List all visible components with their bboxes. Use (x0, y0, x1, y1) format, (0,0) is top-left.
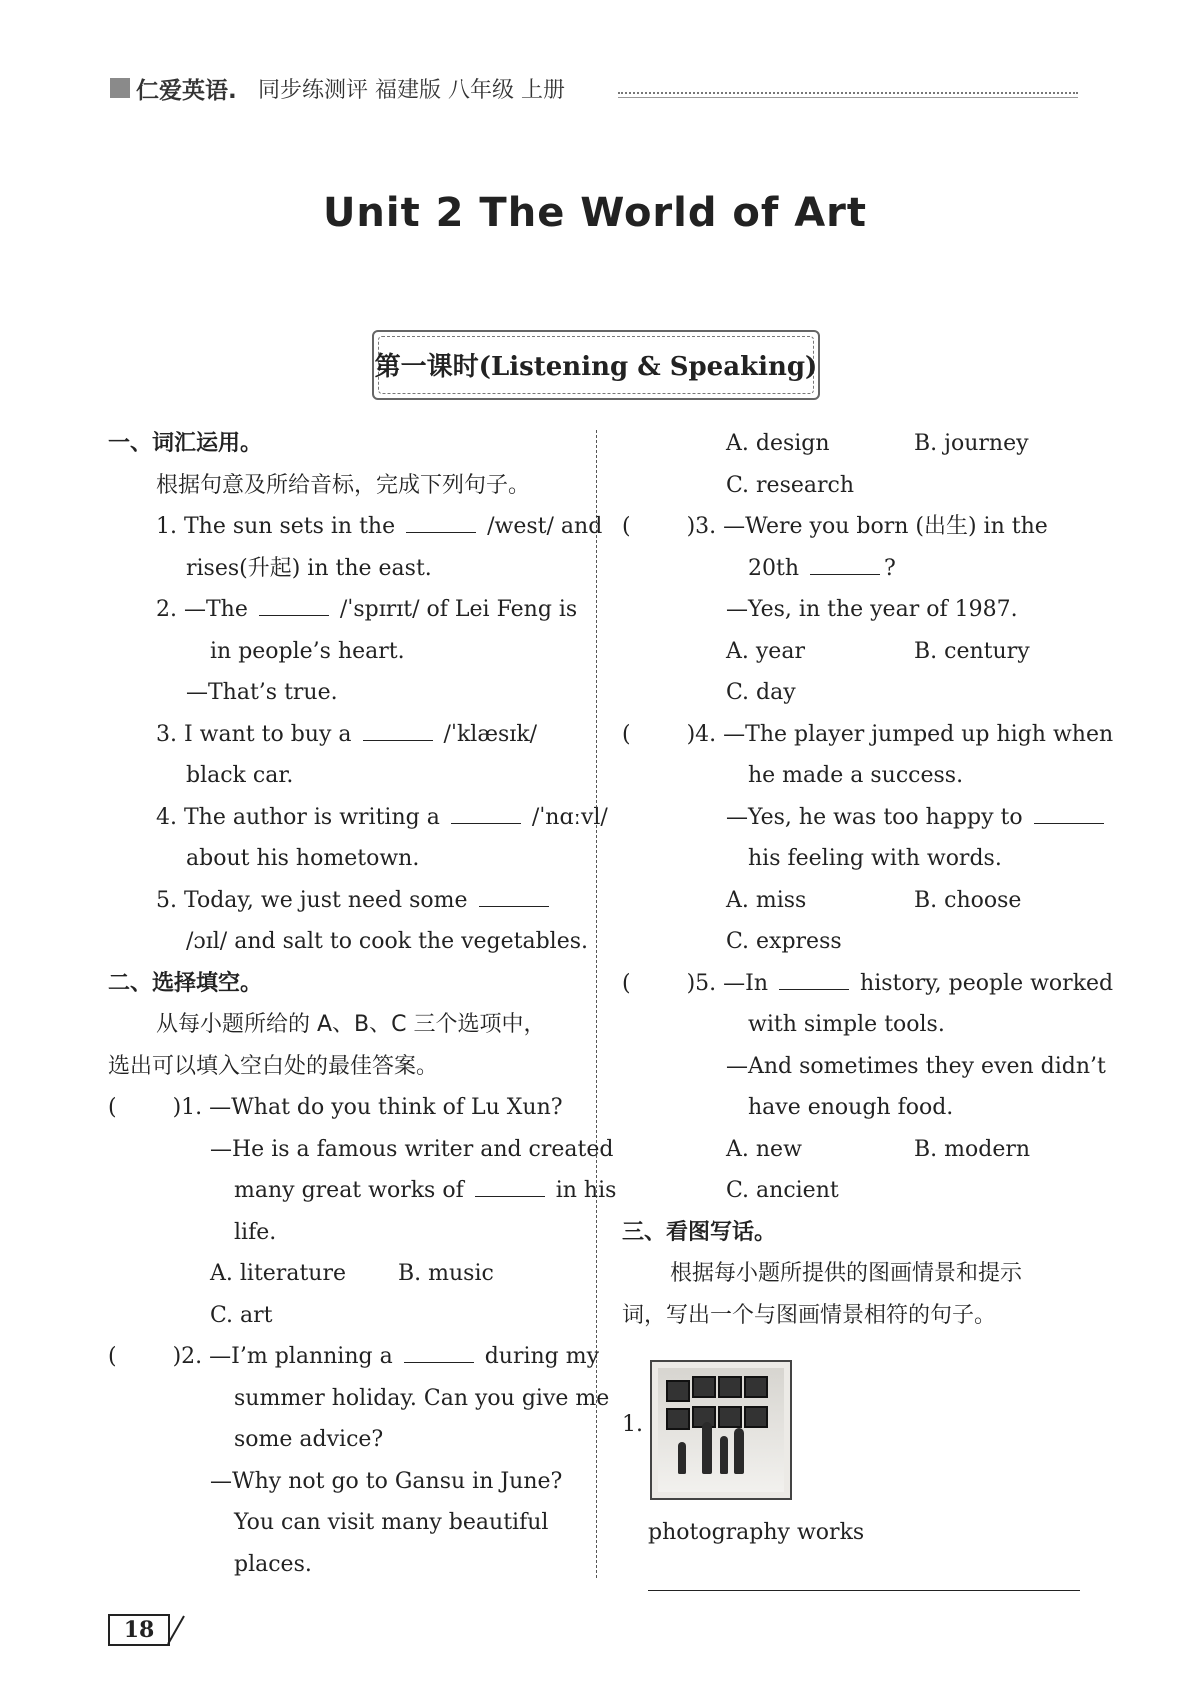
mc-q3-line2: 20th ? (622, 548, 1090, 590)
mc-q2-options (622, 423, 1090, 465)
option-a[interactable]: A. new (726, 1136, 802, 1162)
photo-frame (666, 1408, 690, 1430)
vocab-item-2-reply: —That’s true. (186, 680, 338, 705)
mc-q2-line4: —Why not go to Gansu in June? (210, 1468, 563, 1494)
mc-q1-line3: many great works of in his (108, 1170, 573, 1212)
header-brand: 仁爱英语. (136, 78, 237, 104)
mc-q4-line4: his feeling with words. (748, 846, 1002, 871)
answer-paren[interactable]: ( (108, 1095, 117, 1120)
vocab-item-3: 3. I want to buy a /ˈklæsɪk/ (108, 714, 573, 756)
answer-blank[interactable] (1034, 801, 1104, 824)
header-subtitle: 同步练测评 福建版 八年级 上册 (258, 78, 565, 103)
mc-q2-line3: some advice? (234, 1427, 384, 1452)
answer-blank[interactable] (475, 1174, 545, 1197)
mc-q4-line3: —Yes, he was too happy to (622, 797, 1090, 839)
mc-q2-line5: You can visit many beautiful (234, 1510, 549, 1535)
option-a[interactable]: A. design (726, 431, 830, 456)
gallery-photo (650, 1360, 792, 1500)
mc-q3-line3: —Yes, in the year of 1987. (726, 597, 1018, 622)
mc-q1-line2: —He is a famous writer and created (210, 1136, 614, 1162)
section2-instruction-1: 从每小题所给的 A、B、C 三个选项中， (156, 1012, 546, 1037)
mc-q2-line2: summer holiday. Can you give me (234, 1385, 610, 1411)
vocab-item-5-cont: /ɔɪl/ and salt to cook the vegetables. (186, 929, 589, 954)
page-number-slash-icon (166, 1612, 186, 1646)
vocab-item-1-cont: rises(升起) in the east. (186, 555, 432, 581)
photo-frame (718, 1376, 742, 1398)
mc-q4-line2: he made a success. (748, 763, 964, 788)
photo-person (734, 1428, 744, 1474)
photo-frame (744, 1376, 768, 1398)
vocab-item-3-cont: black car. (186, 763, 294, 788)
answer-paren[interactable]: ( (622, 514, 631, 539)
mc-question-4: ( )4. —The player jumped up high when (622, 721, 1114, 747)
mc-q5-line4: have enough food. (748, 1095, 954, 1120)
option-c[interactable]: C. art (210, 1302, 273, 1328)
unit-title: Unit 2 The World of Art (322, 190, 868, 236)
answer-blank[interactable] (779, 967, 849, 990)
page-header (108, 70, 1078, 104)
answer-blank[interactable] (451, 801, 521, 824)
vocab-item-2: 2. —The /ˈspɪrɪt/ of Lei Feng is (108, 589, 573, 631)
answer-paren[interactable]: ( (108, 1344, 117, 1369)
section3-heading: 三、看图写话。 (622, 1219, 777, 1245)
left-column (108, 423, 617, 1585)
photo-frame (666, 1380, 690, 1402)
picture-item-number: 1. (622, 1412, 643, 1437)
mc-q4-options (622, 880, 1090, 922)
header-rule (618, 92, 1078, 94)
mc-question-2: ( )2. —I’m planning a during my (108, 1336, 573, 1378)
picture-hint: photography works (648, 1520, 865, 1545)
mc-question-3: ( )3. —Were you born (出生) in the (622, 514, 1048, 539)
lesson-banner (372, 330, 820, 400)
mc-question-5: ( )5. —In history, people worked (622, 963, 1090, 1005)
option-c[interactable]: C. express (726, 929, 842, 954)
option-b[interactable]: B. modern (914, 1136, 1031, 1162)
photo-frame (692, 1376, 716, 1398)
mc-q5-line2: with simple tools. (748, 1012, 945, 1037)
option-b[interactable]: B. journey (914, 431, 1029, 456)
photo-person (702, 1422, 712, 1474)
section2-heading: 二、选择填空。 (108, 970, 263, 996)
section1-heading: 一、词汇运用。 (108, 431, 263, 456)
banner-text: 第一课时(Listening & Speaking) (374, 352, 818, 382)
answer-blank[interactable] (810, 552, 880, 575)
photo-frame (744, 1406, 768, 1428)
mc-q3-options (622, 631, 1090, 673)
section3-instruction-1: 根据每小题所提供的图画情景和提示 (670, 1261, 1023, 1286)
answer-paren[interactable]: ( (622, 970, 631, 996)
answer-blank[interactable] (259, 593, 329, 616)
answer-paren[interactable]: ( (622, 721, 631, 747)
option-b[interactable]: B. music (398, 1261, 494, 1286)
mc-q5-options (622, 1129, 1090, 1171)
vocab-item-4: 4. The author is writing a /ˈnɑːvl/ (108, 797, 573, 839)
page-number: 18 (108, 1614, 170, 1646)
answer-blank[interactable] (479, 884, 549, 907)
option-c[interactable]: C. research (726, 472, 855, 498)
option-a[interactable]: A. literature (210, 1261, 346, 1286)
mc-q5-line3: —And sometimes they even didn’t (726, 1053, 1106, 1079)
mc-q1-line4: life. (234, 1219, 277, 1245)
header-rule-2 (618, 97, 1078, 98)
header-square-icon (110, 78, 130, 98)
option-a[interactable]: A. year (726, 638, 805, 664)
option-a[interactable]: A. miss (726, 887, 807, 913)
vocab-item-5: 5. Today, we just need some (108, 880, 573, 922)
answer-blank[interactable] (406, 510, 476, 533)
mc-question-1: ( )1. —What do you think of Lu Xun? (108, 1095, 563, 1120)
photo-frame (718, 1406, 742, 1428)
section3-instruction-2: 词，写出一个与图画情景相符的句子。 (622, 1302, 997, 1328)
answer-blank[interactable] (404, 1340, 474, 1363)
vocab-item-1: 1. The sun sets in the /west/ and (108, 506, 573, 548)
writing-answer-line[interactable] (648, 1590, 1080, 1591)
mc-q2-line6: places. (234, 1551, 312, 1577)
option-c[interactable]: C. ancient (726, 1178, 839, 1203)
option-c[interactable]: C. day (726, 680, 796, 705)
vocab-item-4-cont: about his hometown. (186, 846, 420, 871)
section2-instruction-2: 选出可以填入空白处的最佳答案。 (108, 1053, 439, 1079)
photo-person (720, 1436, 728, 1474)
mc-q1-options (108, 1253, 573, 1295)
option-b[interactable]: B. century (914, 638, 1030, 664)
section1-instruction: 根据句意及所给音标，完成下列句子。 (156, 472, 531, 498)
right-column (622, 423, 1114, 1336)
option-b[interactable]: B. choose (914, 887, 1022, 913)
answer-blank[interactable] (363, 718, 433, 741)
vocab-item-2-cont: in people’s heart. (210, 638, 405, 664)
photo-person (678, 1442, 686, 1474)
